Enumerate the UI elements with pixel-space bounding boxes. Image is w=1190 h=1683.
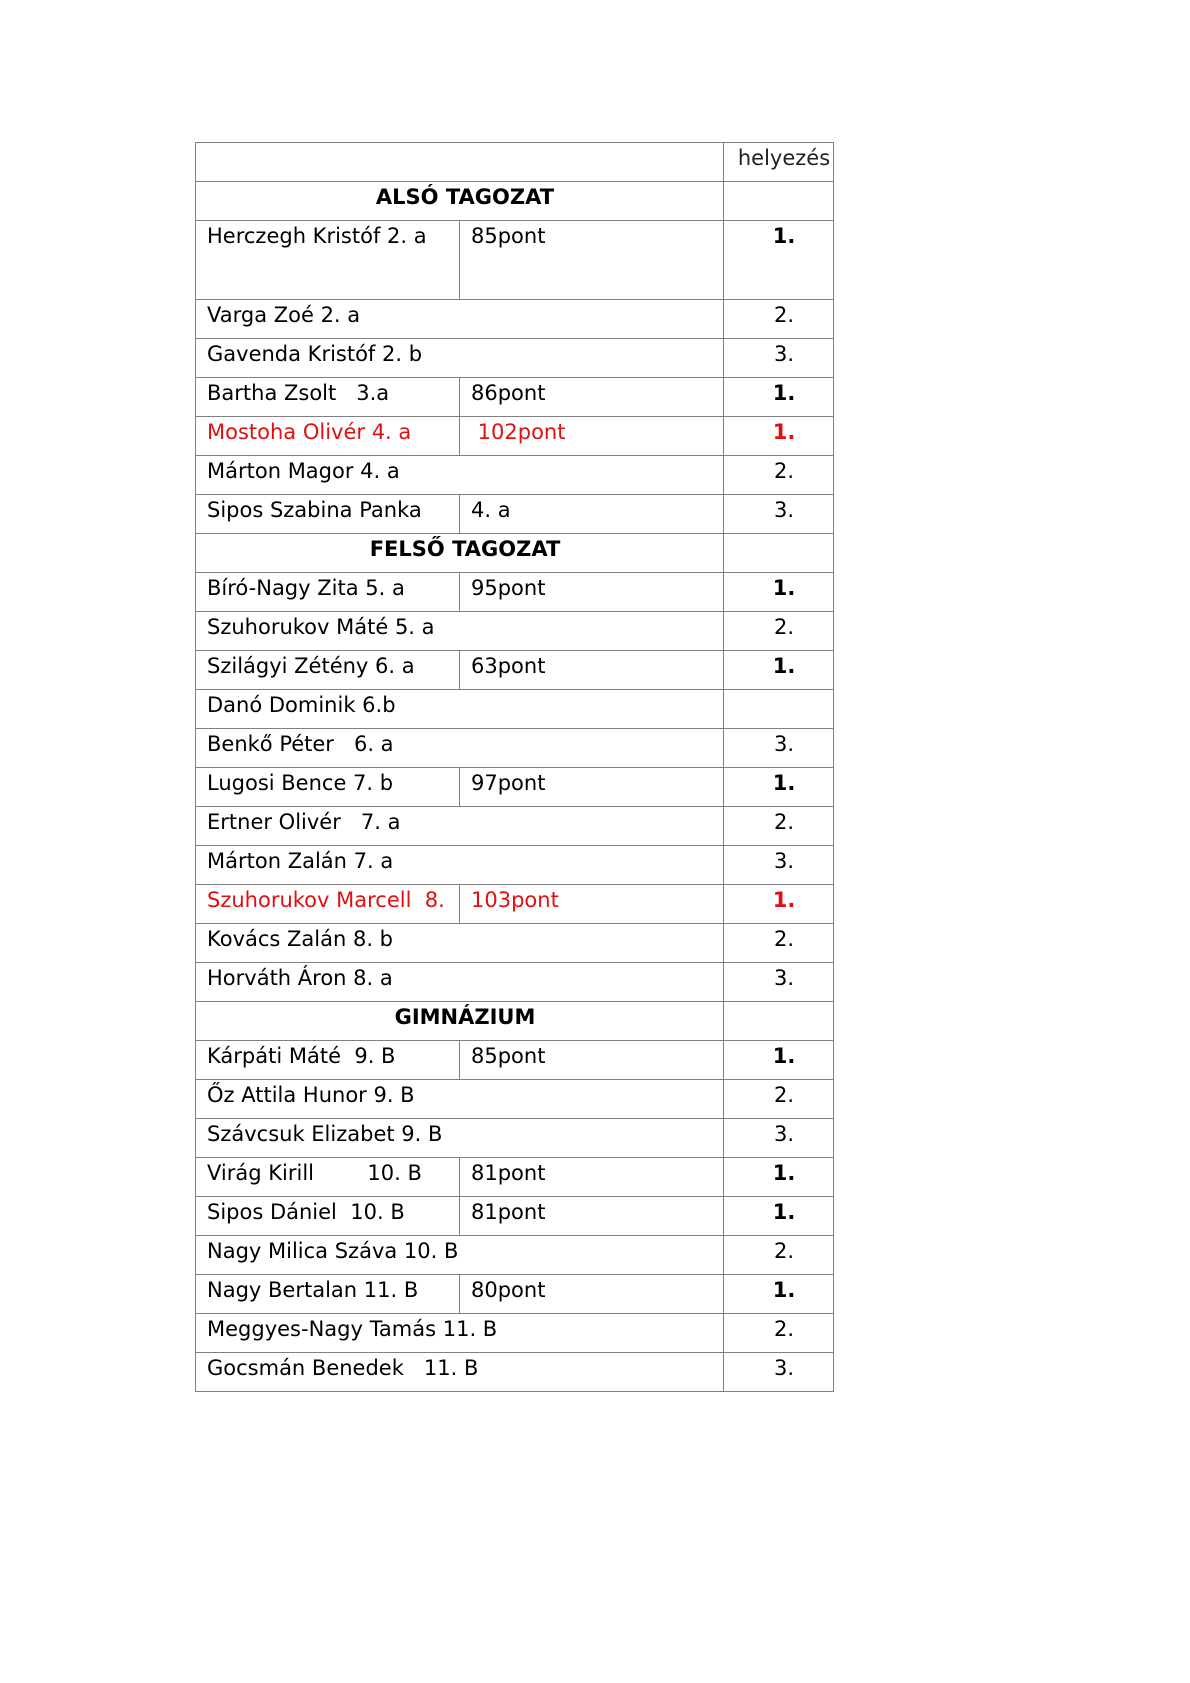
student-name-cell: Őz Attila Hunor 9. B: [196, 1080, 724, 1119]
table-row: [196, 1080, 834, 1119]
place-cell: 1.: [724, 651, 834, 690]
table-row: [196, 963, 834, 1002]
student-name-cell: Szuhorukov Marcell 8.: [196, 885, 460, 924]
section-place-cell: [724, 182, 834, 221]
section-title: FELSŐ TAGOZAT: [196, 534, 724, 573]
student-name-cell: Márton Magor 4. a: [196, 456, 724, 495]
place-cell: 2.: [724, 924, 834, 963]
student-name-cell: Meggyes-Nagy Tamás 11. B: [196, 1314, 724, 1353]
student-name-cell: Szávcsuk Elizabet 9. B: [196, 1119, 724, 1158]
score-cell: 103pont: [460, 885, 724, 924]
place-cell: 2.: [724, 300, 834, 339]
student-name-cell: Bíró-Nagy Zita 5. a: [196, 573, 460, 612]
place-cell: 3.: [724, 729, 834, 768]
section-title: ALSÓ TAGOZAT: [196, 182, 724, 221]
place-cell: 2.: [724, 1080, 834, 1119]
student-name-cell: Sipos Szabina Panka: [196, 495, 460, 534]
place-cell: [724, 690, 834, 729]
table-row: [196, 339, 834, 378]
table-row: [196, 1236, 834, 1275]
place-cell: 2.: [724, 1236, 834, 1275]
student-name-cell: Varga Zoé 2. a: [196, 300, 724, 339]
place-column-header: helyezés: [724, 143, 834, 182]
table-row: [196, 651, 834, 690]
place-cell: 3.: [724, 963, 834, 1002]
section-header-row: [196, 534, 834, 573]
student-name-cell: Gavenda Kristóf 2. b: [196, 339, 724, 378]
student-name-cell: Márton Zalán 7. a: [196, 846, 724, 885]
student-name-cell: Gocsmán Benedek 11. B: [196, 1353, 724, 1392]
score-cell: 4. a: [460, 495, 724, 534]
table-row: [196, 1041, 834, 1080]
table-row: [196, 417, 834, 456]
table-row: [196, 768, 834, 807]
table-row: [196, 573, 834, 612]
place-cell: 1.: [724, 417, 834, 456]
score-cell: 81pont: [460, 1158, 724, 1197]
place-cell: 3.: [724, 339, 834, 378]
place-cell: 1.: [724, 885, 834, 924]
score-cell: 85pont: [460, 1041, 724, 1080]
place-cell: 2.: [724, 456, 834, 495]
student-name-cell: Benkő Péter 6. a: [196, 729, 724, 768]
student-name-cell: Lugosi Bence 7. b: [196, 768, 460, 807]
place-cell: 3.: [724, 1353, 834, 1392]
score-cell: 81pont: [460, 1197, 724, 1236]
table-row: [196, 807, 834, 846]
place-cell: 1.: [724, 573, 834, 612]
student-name-cell: Ertner Olivér 7. a: [196, 807, 724, 846]
student-name-cell: Danó Dominik 6.b: [196, 690, 724, 729]
results-table: [195, 142, 834, 1392]
place-cell: 3.: [724, 495, 834, 534]
table-row: [196, 300, 834, 339]
score-cell: 95pont: [460, 573, 724, 612]
score-cell: 97pont: [460, 768, 724, 807]
table-row: [196, 729, 834, 768]
table-row: [196, 1119, 834, 1158]
place-cell: 3.: [724, 1119, 834, 1158]
student-name-cell: Nagy Milica Száva 10. B: [196, 1236, 724, 1275]
table-row: [196, 885, 834, 924]
student-name-cell: Herczegh Kristóf 2. a: [196, 221, 460, 300]
results-table-body: [196, 143, 834, 1392]
student-name-cell: Nagy Bertalan 11. B: [196, 1275, 460, 1314]
table-row: [196, 1197, 834, 1236]
place-cell: 1.: [724, 768, 834, 807]
student-name-cell: Horváth Áron 8. a: [196, 963, 724, 1002]
table-row: [196, 612, 834, 651]
table-row: [196, 1158, 834, 1197]
score-cell: 102pont: [460, 417, 724, 456]
student-name-cell: Sipos Dániel 10. B: [196, 1197, 460, 1236]
table-row: [196, 846, 834, 885]
section-place-cell: [724, 1002, 834, 1041]
student-name-cell: Szuhorukov Máté 5. a: [196, 612, 724, 651]
section-header-row: [196, 182, 834, 221]
place-cell: 1.: [724, 378, 834, 417]
place-cell: 3.: [724, 846, 834, 885]
table-row: [196, 1275, 834, 1314]
place-cell: 1.: [724, 1041, 834, 1080]
student-name-cell: Kovács Zalán 8. b: [196, 924, 724, 963]
place-cell: 2.: [724, 1314, 834, 1353]
section-place-cell: [724, 534, 834, 573]
student-name-cell: Mostoha Olivér 4. a: [196, 417, 460, 456]
table-row: [196, 1353, 834, 1392]
place-cell: 1.: [724, 1275, 834, 1314]
student-name-cell: Bartha Zsolt 3.a: [196, 378, 460, 417]
score-cell: 85pont: [460, 221, 724, 300]
place-cell: 1.: [724, 1197, 834, 1236]
section-title: GIMNÁZIUM: [196, 1002, 724, 1041]
table-row: [196, 690, 834, 729]
table-row: [196, 456, 834, 495]
student-name-cell: Virág Kirill 10. B: [196, 1158, 460, 1197]
table-row: [196, 378, 834, 417]
table-row: [196, 495, 834, 534]
place-cell: 2.: [724, 612, 834, 651]
header-empty-cell: [196, 143, 724, 182]
place-cell: 2.: [724, 807, 834, 846]
student-name-cell: Kárpáti Máté 9. B: [196, 1041, 460, 1080]
score-cell: 86pont: [460, 378, 724, 417]
table-row: [196, 1314, 834, 1353]
place-cell: 1.: [724, 1158, 834, 1197]
student-name-cell: Szilágyi Zétény 6. a: [196, 651, 460, 690]
table-header-row: [196, 143, 834, 182]
place-cell: 1.: [724, 221, 834, 300]
score-cell: 80pont: [460, 1275, 724, 1314]
table-row: [196, 924, 834, 963]
score-cell: 63pont: [460, 651, 724, 690]
section-header-row: [196, 1002, 834, 1041]
table-row: [196, 221, 834, 300]
